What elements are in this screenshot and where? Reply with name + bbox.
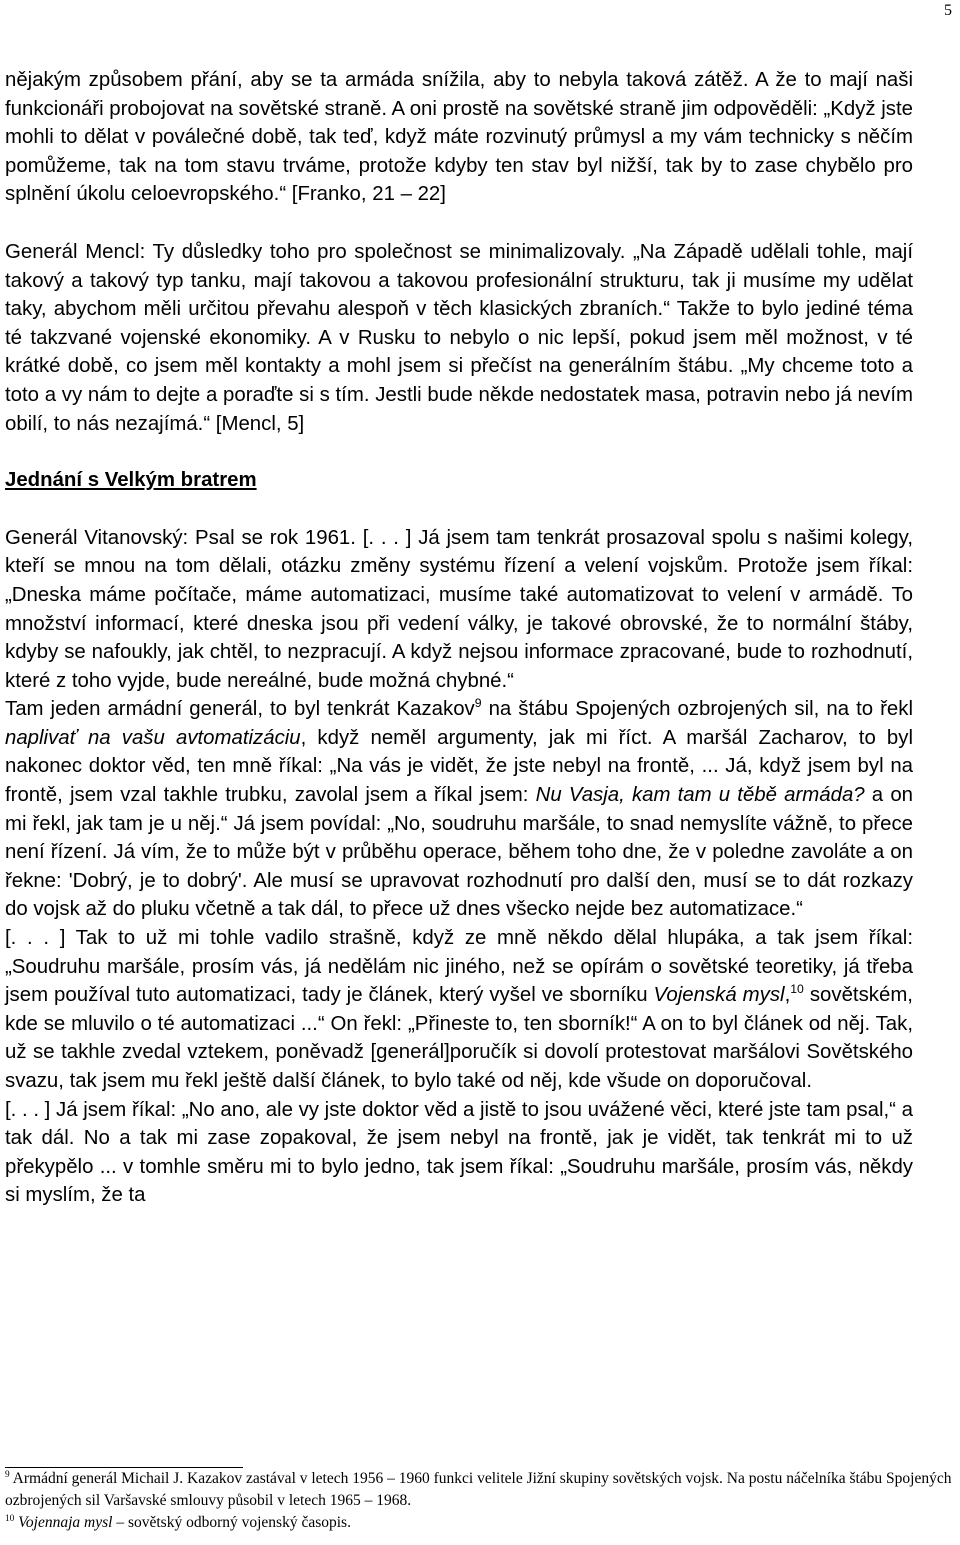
page-number: 5 [944,2,952,19]
footnote [5,1468,955,1512]
text-run: – sovětský odborný vojenský časopis. [112,1514,351,1531]
text-run: nějakým způsobem přání, aby se ta armáda snížila, aby to nebyla taková zátěž. A že to mají naši funkcionáři probojovat na sovětské straně. A oni prostě na sovětské straně jim odpověděli: „Když jste mohli to dělat v poválečné době, tak teď, když máte rozvinutý průmysl a my vám technicky s něčím pomůžeme, tak na tom stavu trváme, protože kdyby ten stav byl nižší, tak by to zase chybělo pro splnění úkolu celoevropského.“ [Franko, 21 – 22] [5,69,913,206]
text-run: [. . . ] Tak to už mi tohle vadilo strašně, když ze mně někdo dělal hlupáka, a tak jsem říkal: „Soudruhu maršále, prosím vás, já nedělám nic jiného, než se opírám o sovětské teoretiky, já třeba jsem používal tuto automatizaci, tady je článek, který vyšel ve sborníku [5,927,913,1007]
text-run: na štábu Spojených ozbrojených sil, na to řekl [481,698,913,721]
text-run: Tam jeden armádní generál, to byl tenkrát Kazakov [5,698,475,721]
footnote [5,1512,955,1534]
text-run: Armádní generál Michail J. Kazakov zastával v letech 1956 – 1960 funkci velitele Jižní skupiny sovětských vojsk. Na postu náčelníka štábu Spojených ozbrojených sil Varšavské smlouvy působil v letech 1965 – 1968. [5,1470,952,1509]
footnote-ref: 9 [474,696,482,711]
section-heading: Jednání s Velkým bratrem [5,469,257,492]
text-run: sovětském, kde se mluvilo o té automatizaci ...“ On řekl: „Přineste to, ten sborník!“ A on to byl článek od něj. Tak, už se takhle zvedal vztekem, poněvadž [generál]poručík si dovolí protestovat maršálovi Sovětského svazu, tak jsem mu řekl ještě další článek, to bylo také od něj, kde všude on doporučoval. [5,984,913,1092]
document-body [5,66,913,1210]
footnotes [5,1468,955,1534]
footnote-ref: 10 [5,1513,15,1524]
paragraph [5,524,913,696]
paragraph [5,924,913,1096]
text-run: , [784,984,791,1007]
text-run: , když neměl argumenty, jak mi říct. A maršál Zacharov, to byl nakonec doktor věd, ten mně říkal: „Na vás je vidět, že jste nebyl na frontě, ... Já, když jsem byl na frontě, jsem vzal takhle trubku, zavolal jsem a říkal jsem: [5,726,913,807]
footnote-ref: 9 [5,1469,10,1480]
paragraph [5,695,913,924]
paragraph [5,66,913,209]
paragraph [5,238,913,438]
italic-text: Nu Vasja, kam tam u těbě armáda? [535,784,865,807]
text-run: Generál Vitanovský: Psal se rok 1961. [. . . ] Já jsem tam tenkrát prosazoval spolu s našimi kolegy, kteří se mnou na tom dělali, otázku změny systému řízení a velení vojskům. Protože jsem říkal: „Dneska máme počítače, máme automatizaci, musíme také automatizovat to velení v armádě. To množství informací, které dneska jsou při vedení války, je takové obrovské, že to normální štáby, kdyby se nafoukly, jak chtěl, to nezpracují. A když nejsou informace zpracované, bude to rozhodnutí, které z toho vyjde, bude nereálné, bude možná chybné.“ [5,526,913,692]
text-run: Generál Mencl: Ty důsledky toho pro společnost se minimalizovaly. „Na Západě udělali tohle, mají takový a takový typ tanku, mají takovou a takovou profesionální strukturu, tak ji musíme my udělat taky, abychom měli určitou převahu alespoň v těch klasických zbraních.“ Takže to bylo jediné téma té takzvané vojenské ekonomiky. A v Rusku to nebylo o nic lepší, pokud jsem měl možnost, v té krátké době, co jsem měl kontakty a mohl jsem si přečíst na generálním štábu. „My chceme toto a toto a vy nám to dejte a poraďte si s tím. Jestli bude někde nedostatek masa, potravin nebo já nevím obilí, to nás nezajímá.“ [Mencl, 5] [5,240,913,435]
italic-text: Vojennaja mysl [18,1514,113,1531]
paragraph [5,1096,913,1210]
footnote-ref: 10 [790,982,804,997]
text-run: a on mi řekl, jak tam je u něj.“ Já jsem povídal: „No, soudruhu maršále, to snad nemyslíte vážně, to přece není řízení. Já vím, že to může být v průběhu operace, během toho dne, že v poledne zavoláte a on řekne: 'Dobrý, je to dobrý'. Ale musí se upravovat rozhodnutí pro další den, musí se to dát rozkazy do vojsk až do pluku včetně a tak dál, to přece už dnes všecko nejde bez automatizace.“ [5,784,913,921]
italic-text: naplivať na vašu avtomatizáciu [5,726,301,749]
text-run: [. . . ] Já jsem říkal: „No ano, ale vy jste doktor věd a jistě to jsou uvážené věci, které jste tam psal,“ a tak dál. No a tak mi zase zopakoval, že jsem nebyl na frontě, jak je vidět, tak tenkrát mi to už překypělo ... v tomhle směru mi to bylo jedno, tak jsem říkal: „Soudruhu maršále, prosím vás, někdy si myslím, že ta [5,1098,913,1207]
italic-text: Vojenská mysl [653,984,785,1007]
